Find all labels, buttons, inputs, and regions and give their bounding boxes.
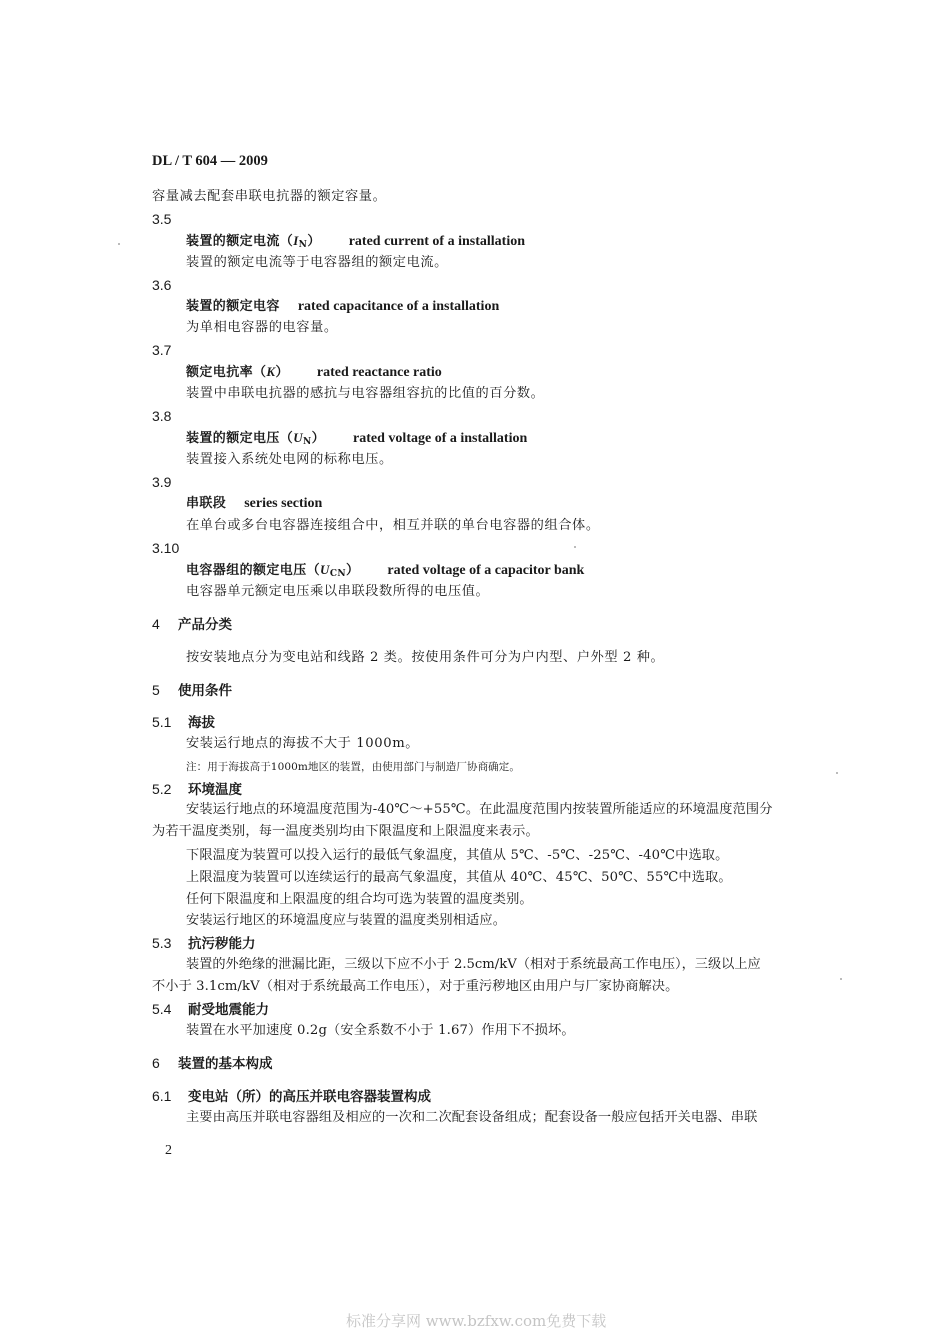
term-zh: 装置的额定电压（ xyxy=(186,431,294,446)
term-subscript: N xyxy=(303,437,312,447)
term-definition: 装置的额定电流等于电容器组的额定电流。 xyxy=(186,255,448,270)
term-zh: 串联段 xyxy=(186,496,227,511)
term-definition: 电容器单元额定电压乘以串联段数所得的电压值。 xyxy=(186,584,490,599)
paragraph: 装置的外绝缘的泄漏比距，三级以下应不小于 2.5cm/kV（相对于系统最高工作电压），三级以上应 xyxy=(186,957,761,972)
term-heading xyxy=(186,234,525,250)
subsection-number: 5.1 xyxy=(152,714,172,730)
paragraph: 安装运行地区的环境温度应与装置的温度类别相适应。 xyxy=(186,913,507,928)
term-zh-close: ） xyxy=(311,431,326,446)
standard-header: DL / T 604 — 2009 xyxy=(152,153,268,169)
term-number: 3.6 xyxy=(152,277,172,293)
section-heading xyxy=(152,1056,273,1072)
paragraph: 安装运行地点的环境温度范围为-40℃～+55℃。在此温度范围内按装置所能适应的环境温度范围分 xyxy=(186,802,773,817)
term-number: 3.7 xyxy=(152,342,172,358)
subsection-heading xyxy=(152,782,242,798)
term-symbol: U xyxy=(293,430,303,445)
term-symbol: K xyxy=(266,364,276,379)
term-heading xyxy=(186,365,442,380)
section-number: 5 xyxy=(152,682,160,698)
section-title: 装置的基本构成 xyxy=(178,1056,273,1072)
paragraph: 下限温度为装置可以投入运行的最低气象温度，其值从 5℃、-5℃、-25℃、-40℃中选取。 xyxy=(186,848,729,863)
term-zh: 装置的额定电流（ xyxy=(186,234,294,249)
term-definition: 在单台或多台电容器连接组合中，相互并联的单台电容器的组合体。 xyxy=(186,518,600,533)
paragraph: 按安装地点分为变电站和线路 2 类。按使用条件可分为户内型、户外型 2 种。 xyxy=(186,650,665,665)
term-definition: 为单相电容器的电容量。 xyxy=(186,320,338,335)
term-zh-close: ） xyxy=(275,365,289,380)
subsection-title: 变电站（所）的高压并联电容器装置构成 xyxy=(188,1089,431,1105)
continuation-text: 容量减去配套串联电抗器的额定容量。 xyxy=(152,189,387,204)
scan-speck xyxy=(836,772,838,774)
subsection-number: 6.1 xyxy=(152,1088,172,1104)
term-definition: 装置接入系统处电网的标称电压。 xyxy=(186,452,393,467)
subsection-number: 5.4 xyxy=(152,1001,172,1017)
section-heading xyxy=(152,617,232,633)
term-en: rated voltage of a capacitor bank xyxy=(387,563,585,578)
term-zh: 装置的额定电容 xyxy=(186,299,280,314)
paragraph: 任何下限温度和上限温度的组合均可选为装置的温度类别。 xyxy=(186,892,533,907)
term-zh: 电容器组的额定电压（ xyxy=(186,563,321,578)
paragraph: 上限温度为装置可以连续运行的最高气象温度，其值从 40℃、45℃、50℃、55℃中选取。 xyxy=(186,870,732,885)
section-number: 4 xyxy=(152,616,160,632)
term-heading xyxy=(186,431,527,447)
scan-speck xyxy=(840,978,842,980)
paragraph: 为若干温度类别，每一温度类别均由下限温度和上限温度来表示。 xyxy=(152,824,539,839)
term-heading xyxy=(186,497,322,511)
paragraph: 装置在水平加速度 0.2g（安全系数不小于 1.67）作用下不损坏。 xyxy=(186,1023,575,1038)
subsection-title: 环境温度 xyxy=(188,782,242,798)
subsection-heading xyxy=(152,1002,269,1018)
term-zh: 额定电抗率（ xyxy=(186,365,267,380)
term-subscript: CN xyxy=(329,569,347,579)
section-heading xyxy=(152,683,232,699)
term-number: 3.8 xyxy=(152,408,172,424)
paragraph: 不小于 3.1cm/kV（相对于系统最高工作电压），对于重污秽地区由用户与厂家协商解决。 xyxy=(152,979,679,994)
term-en: rated capacitance of a installation xyxy=(297,299,500,314)
section-number: 6 xyxy=(152,1055,160,1071)
term-en: series section xyxy=(244,496,323,511)
scan-speck xyxy=(574,546,576,548)
subsection-heading xyxy=(152,715,215,731)
paragraph: 主要由高压并联电容器组及相应的一次和二次配套设备组成；配套设备一般应包括开关电器、串联 xyxy=(186,1110,758,1125)
term-en: rated reactance ratio xyxy=(316,365,442,380)
term-number: 3.10 xyxy=(152,540,180,556)
term-zh-close: ） xyxy=(307,234,321,249)
scan-speck xyxy=(118,243,120,245)
subsection-heading xyxy=(152,1089,431,1105)
term-en: rated current of a installation xyxy=(348,234,525,249)
subsection-title: 耐受地震能力 xyxy=(188,1002,269,1018)
term-heading xyxy=(186,563,584,579)
term-number: 3.5 xyxy=(152,211,172,227)
subsection-title: 海拔 xyxy=(188,715,215,731)
term-subscript: N xyxy=(298,240,308,250)
subsection-title: 抗污秽能力 xyxy=(188,936,256,952)
term-number: 3.9 xyxy=(152,474,172,490)
term-symbol: I xyxy=(293,233,299,248)
subsection-number: 5.2 xyxy=(152,781,172,797)
watermark: 标准分享网 www.bzfxw.com免费下载 xyxy=(346,1312,607,1330)
section-title: 产品分类 xyxy=(178,617,232,633)
term-zh-close: ） xyxy=(346,563,360,578)
term-symbol: U xyxy=(320,562,330,577)
section-title: 使用条件 xyxy=(178,683,232,699)
note: 注：用于海拔高于1000m地区的装置，由使用部门与制造厂协商确定。 xyxy=(186,761,520,773)
subsection-number: 5.3 xyxy=(152,935,172,951)
term-en: rated voltage of a installation xyxy=(353,431,528,446)
subsection-heading xyxy=(152,936,256,952)
paragraph: 安装运行地点的海拔不大于 1000m。 xyxy=(186,736,420,751)
term-heading xyxy=(186,300,499,314)
term-definition: 装置中串联电抗器的感抗与电容器组容抗的比值的百分数。 xyxy=(186,386,545,401)
page-number: 2 xyxy=(165,1143,172,1158)
